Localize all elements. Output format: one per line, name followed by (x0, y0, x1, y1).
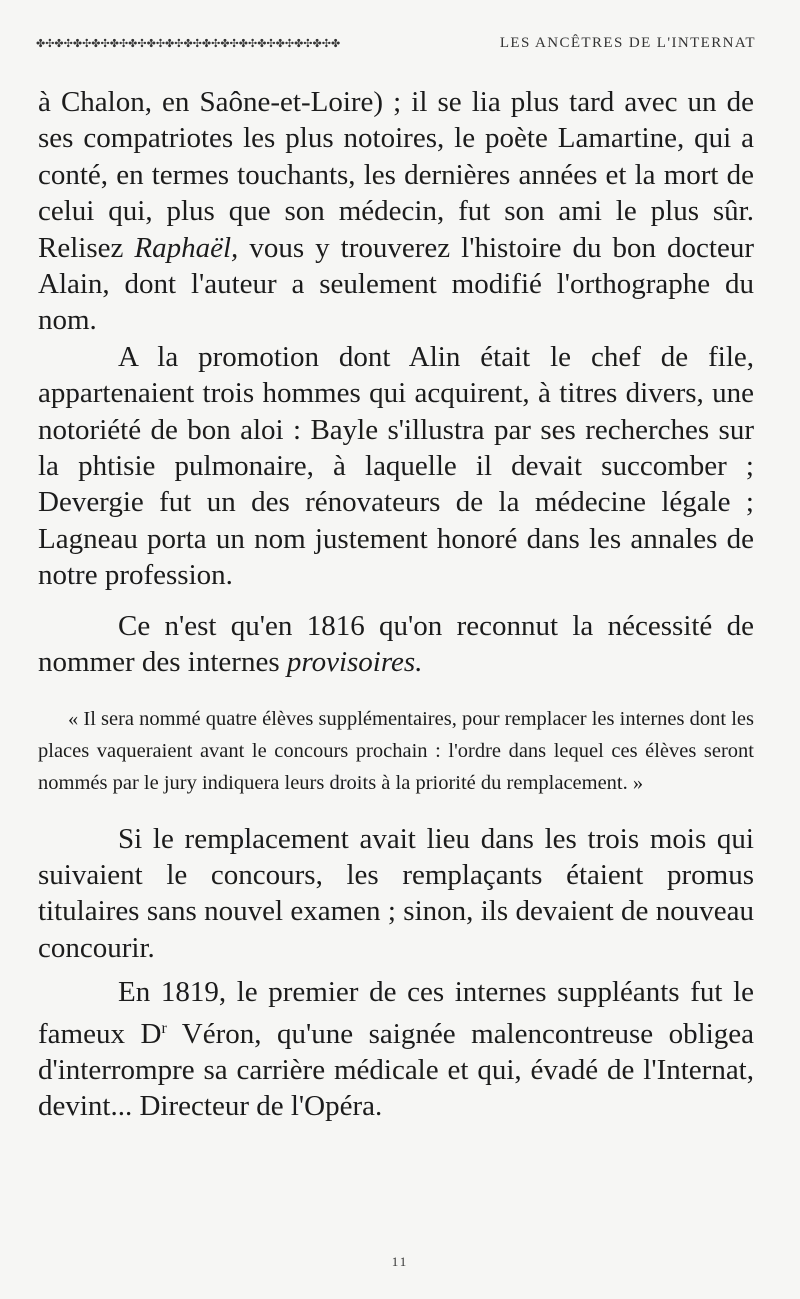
paragraph-text: à Chalon, en Saône-et-Loire) ; il se lia plus tard avec un de ses compatriotes les plus notoires, le poète Lamartine, qui a conté, en termes touchants, les dernières années et la mort de celui qui, plus que son médecin, fut son ami le plus sûr. Relisez (38, 86, 754, 264)
book-title-italic: Raphaël, (134, 231, 239, 264)
paragraph-continuation (38, 84, 754, 339)
italic-term: provisoires. (286, 646, 423, 679)
paragraph-remplacement: Si le remplacement avait lieu dans les trois mois qui suivaient le concours, les remplaçants étaient promus titulaires sans nouvel examen ; sinon, ils devaient de nouveau concourir. (38, 822, 754, 964)
paragraph-promotion: A la promotion dont Alin était le chef de file, appartenaient trois hommes qui acquirent, à titres divers, une notoriété de bon aloi : Bayle s'illustra par ses recherches sur la phtisie pulmonaire, à laquelle il devait succomber ; Devergie fut un des rénovateurs de la médecine légale ; Lagneau porta un nom justement honoré dans les annales de notre profession. (38, 340, 754, 592)
running-head (36, 30, 756, 56)
paragraph-text: Ce n'est qu'en 1816 qu'on reconnut la nécessité de nommer des internes (38, 609, 754, 679)
superscript-abbrev: r (161, 1019, 167, 1037)
paragraph-veron (38, 974, 754, 1125)
paragraph-1816 (38, 608, 754, 681)
decorative-ornament-band: ✤✣✤✣✤✣✤✣✤✣✤✣✤✣✤✣✤✣✤✣✤✣✤✣✤✣✤✣✤✣✤✣✤ (36, 36, 341, 50)
body-text (38, 84, 754, 1125)
paragraph-text: Véron, qu'une saignée malencontreuse obligea d'interrompre sa carrière médicale et qui, évadé de l'Internat, devint... Directeur de l'Opéra. (38, 1017, 754, 1123)
block-quote: « Il sera nommé quatre élèves supplémentaires, pour remplacer les internes dont les places vaqueraient avant le concours prochain : l'ordre dans lequel ces élèves seront nommés par le jury indiquera leurs droits à la priorité du remplacement. » (38, 707, 754, 794)
running-head-title: LES ANCÊTRES DE L'INTERNAT (499, 34, 756, 51)
page-number: 11 (391, 1254, 409, 1269)
paragraph-text: vous y trouverez l'histoire du bon docteur Alain, dont l'auteur a seulement modifié l'orthographe du nom. (38, 231, 754, 337)
paragraph-text: En 1819, le premier de ces internes suppléants fut le fameux D (38, 976, 754, 1050)
